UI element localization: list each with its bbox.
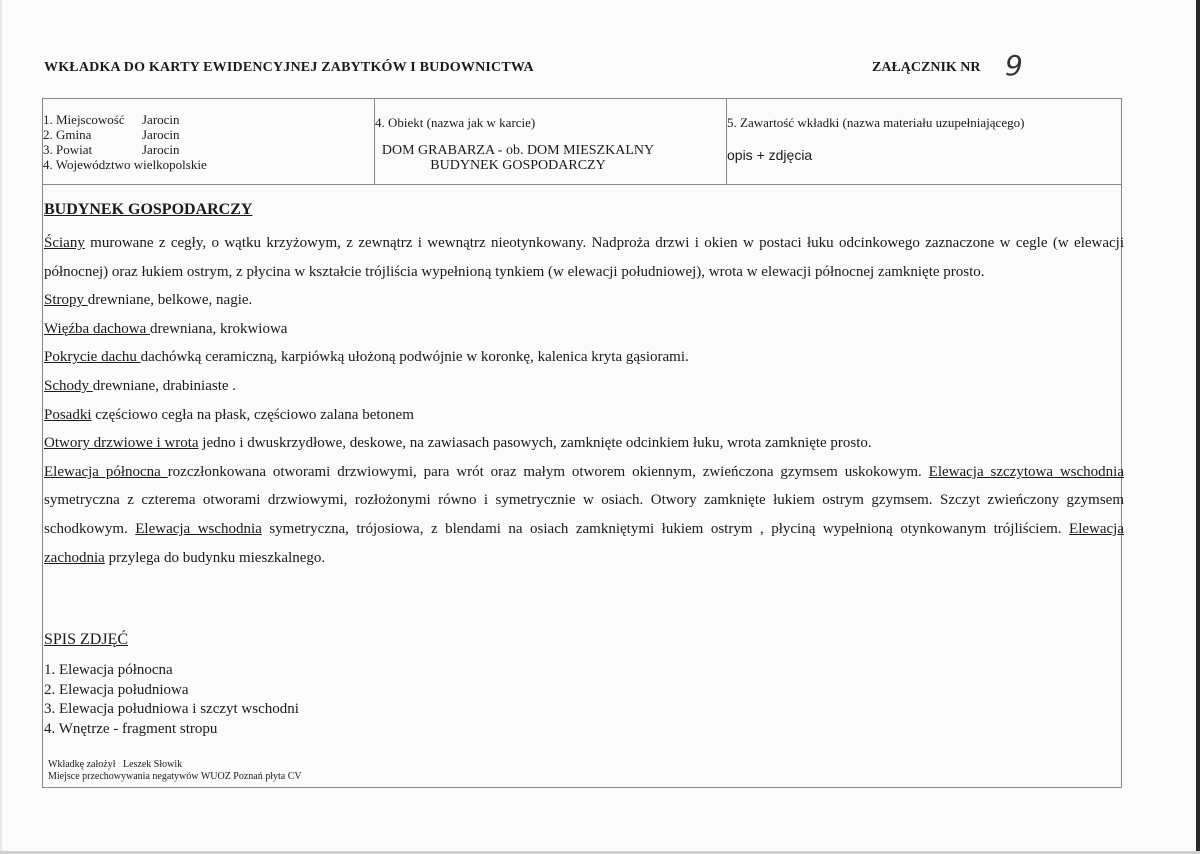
location-cell bbox=[43, 99, 375, 184]
section-title: BUDYNEK GOSPODARCZY bbox=[44, 201, 253, 218]
commune-label: 2. Gmina bbox=[43, 127, 92, 142]
place-label: 1. Miejscowość bbox=[43, 112, 125, 127]
voivodeship-label: 4. Województwo bbox=[43, 157, 131, 172]
scan-edge-left bbox=[0, 0, 2, 854]
photo-list-item: 3. Elewacja południowa i szczyt wschodni bbox=[44, 701, 299, 717]
voivodeship-value: wielkopolskie bbox=[133, 157, 207, 172]
openings-text: jedno i dwuskrzydłowe, deskowe, na zawiasach pasowych, zamknięte odcinkiem łuku, wrota zamknięte prosto. bbox=[198, 435, 872, 452]
ceilings-label: Stropy bbox=[44, 292, 88, 309]
ceilings-text: drewniane, belkowe, nagie. bbox=[87, 292, 253, 309]
roofing-paragraph bbox=[44, 343, 1124, 372]
walls-paragraph bbox=[44, 229, 1124, 286]
object-name-secondary: BUDYNEK GOSPODARCZY bbox=[430, 158, 606, 173]
contents-cell bbox=[727, 99, 1121, 184]
contents-value: opis + zdjęcia bbox=[727, 147, 813, 163]
photo-list-title: SPIS ZDJĘĆ bbox=[44, 631, 129, 648]
roofing-text: dachówką ceramiczną, karpiówką ułożoną podwójnie w koronkę, kalenica kryta gąsiorami. bbox=[140, 349, 689, 366]
object-names bbox=[375, 143, 661, 173]
photo-list bbox=[44, 661, 299, 739]
author-line bbox=[48, 759, 302, 771]
roof-truss-paragraph bbox=[44, 315, 1124, 344]
floors-paragraph bbox=[44, 401, 1124, 430]
photo-list-item: 2. Elewacja południowa bbox=[44, 681, 189, 698]
object-name-primary: DOM GRABARZA - ob. DOM MIESZKALNY bbox=[381, 143, 655, 158]
roofing-label: Pokrycie dachu bbox=[44, 349, 141, 366]
photo-list-item: 1. Elewacja północna bbox=[44, 662, 173, 678]
stairs-label: Schody bbox=[44, 377, 93, 394]
info-row bbox=[43, 99, 1121, 185]
west-elevation-label: Elewacja zachodnia bbox=[44, 520, 1125, 566]
place-value: Jarocin bbox=[142, 112, 180, 127]
county-value: Jarocin bbox=[142, 142, 180, 157]
annex-label: ZAŁĄCZNIK NR bbox=[872, 60, 981, 75]
roof-truss-text: drewniana, krokwiowa bbox=[150, 320, 288, 337]
walls-label: Ściany bbox=[44, 235, 85, 251]
floors-label: Posadki bbox=[44, 406, 92, 423]
document-title: WKŁADKA DO KARTY EWIDENCYJNEJ ZABYTKÓW I BUDOWNICTWA bbox=[44, 60, 534, 75]
county-label: 3. Powiat bbox=[43, 142, 93, 157]
north-elevation-text: rozczłonkowana otworami drzwiowymi, para wrót oraz małym otworem okiennym, zwieńczona gzymsem uskokowym. bbox=[167, 463, 929, 480]
stairs-paragraph bbox=[44, 372, 1124, 401]
place-row bbox=[43, 112, 374, 127]
commune-value: Jarocin bbox=[142, 127, 180, 142]
storage-line: Miejsce przechowywania negatywów WUOZ Poznań płyta CV bbox=[48, 771, 302, 782]
contents-label: 5. Zawartość wkładki (nazwa materiału uzupełniającego) bbox=[727, 115, 1025, 130]
author-label: Wkładkę założył bbox=[48, 759, 116, 770]
annex-number-handwritten: 9 bbox=[1005, 49, 1023, 82]
openings-paragraph bbox=[44, 429, 1124, 458]
object-cell bbox=[375, 99, 727, 184]
floors-text: częściowo cegła na płask, częściowo zalana betonem bbox=[91, 406, 414, 423]
description-body bbox=[44, 229, 1124, 572]
author-name: Leszek Słowik bbox=[122, 759, 183, 770]
ceilings-paragraph bbox=[44, 286, 1124, 315]
stairs-text: drewniane, drabiniaste . bbox=[92, 377, 237, 394]
county-row bbox=[43, 142, 374, 157]
east-elevation-label: Elewacja wschodnia bbox=[135, 520, 262, 537]
object-label: 4. Obiekt (nazwa jak w karcie) bbox=[375, 115, 536, 130]
west-elevation-text: przylega do budynku mieszkalnego. bbox=[104, 549, 326, 566]
east-gable-label: Elewacja szczytowa wschodnia bbox=[928, 463, 1124, 480]
east-gable-text: symetryczna z czterema otworami drzwiowymi, rozłożonymi równo i symetrycznie w osiach. Otwory zamknięte łukiem ostrym gzymsem. Szczyt zwieńczony gzymsem schodkowym. bbox=[44, 492, 1124, 537]
north-elevation-label: Elewacja północna bbox=[44, 463, 168, 480]
east-elevation-text: symetryczna, trójosiowa, z blendami na osiach zamkniętymi łukiem ostrym , płyciną wypełnioną otynkowanym trójliściem. bbox=[261, 520, 1070, 537]
elevations-paragraph bbox=[44, 458, 1124, 572]
roof-truss-label: Więźba dachowa bbox=[44, 320, 151, 337]
commune-row bbox=[43, 127, 374, 142]
scan-edge-right bbox=[1196, 0, 1200, 854]
openings-label: Otwory drzwiowe i wrota bbox=[44, 435, 199, 452]
photo-list-item: 4. Wnętrze - fragment stropu bbox=[44, 720, 218, 737]
footer bbox=[48, 759, 302, 783]
walls-text: murowane z cegły, o wątku krzyżowym, z zewnątrz i wewnątrz nieotynkowany. Nadproża drzwi i okien w postaci łuku odcinkowego zaznaczone w cegle (w elewacji północnej) oraz łukiem ostrym, z płycina w kształcie trójliścia wypełnioną tynkiem (w elewacji południowej), wrota w elewacji północnej zamknięte prosto. bbox=[44, 235, 1124, 280]
voivodeship-row bbox=[43, 157, 374, 172]
